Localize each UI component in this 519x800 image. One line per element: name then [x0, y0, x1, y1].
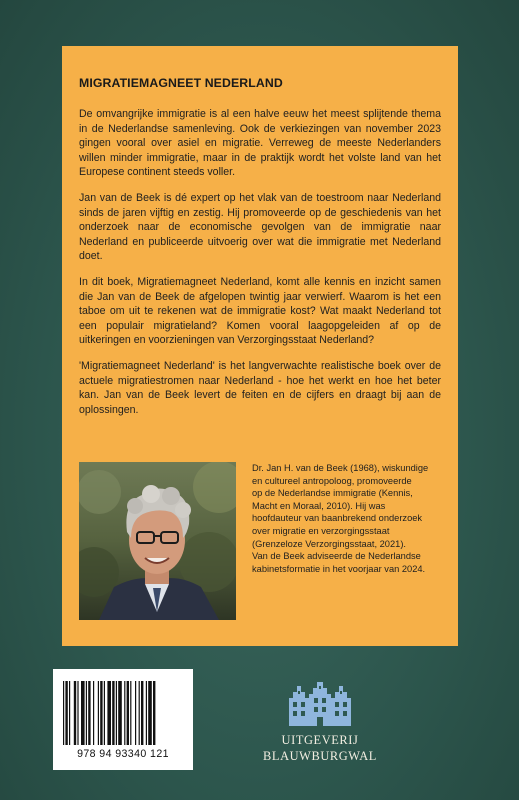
barcode-bar	[135, 681, 136, 745]
canal-houses-icon	[287, 680, 353, 726]
blurb-paragraph-2: Jan van de Beek is dé expert op het vlak van de toestroom naar Nederland sinds de jaren vijftig en zestig. Hij promoveerde op de geschiedenis van het onderzoek naar de economische gevolgen van de immigratie naar Nederland en publiceerde uitvoerig over wat die immigratie met Nederland doet.	[79, 191, 441, 263]
barcode-bar	[65, 681, 67, 745]
author-bio-line: Macht en Moraal, 2010). Hij was	[252, 500, 386, 511]
author-section	[79, 462, 441, 622]
barcode-bar	[88, 681, 90, 745]
author-bio-line: en cultureel antropoloog, promoveerde	[252, 475, 412, 486]
author-bio-line: op de Nederlandse immigratie (Kennis,	[252, 488, 413, 499]
barcode-bar	[107, 681, 111, 745]
barcode-bar	[69, 681, 70, 745]
barcode-bar	[112, 681, 114, 745]
book-title: MIGRATIEMAGNEET NEDERLAND	[79, 76, 283, 90]
author-bio-line: (Grenzeloze Verzorgingsstaat, 2021).	[252, 538, 406, 549]
barcode-bar	[86, 681, 87, 745]
barcode-bar	[118, 681, 122, 745]
barcode-bar	[139, 681, 140, 745]
blurb-paragraph-1: De omvangrijke immigratie is al een halve eeuw het meest splijtende thema in de Nederlandse samenleving. Ook de verkiezingen van november 2023 gingen vooral over asiel en migratie. Verreweg de meeste Nederlanders willen minder immigratie, maar in de praktijk wordt het volste land van het Europese continent steeds voller.	[79, 108, 441, 179]
barcode-bar	[153, 681, 155, 745]
barcode-bar	[93, 681, 94, 745]
barcode-bars	[63, 681, 183, 745]
barcode-bar	[98, 681, 99, 745]
publisher-logo	[250, 680, 390, 775]
barcode-bar	[130, 681, 131, 745]
author-bio-line: over migratie en verzorgingsstaat	[252, 525, 390, 536]
publisher-name-line1: UITGEVERIJ	[281, 733, 359, 747]
barcode-bar	[100, 681, 102, 745]
author-photo	[79, 462, 236, 620]
barcode-bar	[116, 681, 117, 745]
back-cover-panel	[62, 46, 458, 646]
blurb-paragraph-4: 'Migratiemagneet Nederland' is het langverwachte realistische boek over de actuele migratiestromen naar Nederland - hoe het werkt en hoe het beter kan. Jan van de Beek levert de feiten en de cijfers en draagt bij aan de oplossingen.	[79, 359, 441, 416]
barcode-bar	[77, 681, 78, 745]
barcode-bar	[146, 681, 147, 745]
barcode-bar	[127, 681, 129, 745]
author-bio-line: Dr. Jan H. van de Beek (1968), wiskundige	[252, 463, 429, 473]
author-bio-line: kabinetsformatie in het voorjaar van 2024.	[252, 563, 426, 574]
author-bio	[252, 462, 442, 575]
isbn-number: 978 94 93340 121	[77, 748, 169, 760]
publisher-name-line2: BLAUWBURGWAL	[263, 749, 377, 763]
barcode-bar	[141, 681, 143, 745]
barcode-bar	[81, 681, 85, 745]
barcode-bar	[74, 681, 76, 745]
barcode-bar	[63, 681, 64, 745]
barcode-bar	[148, 681, 152, 745]
blurb-paragraph-3: In dit boek, Migratiemagneet Nederland, komt alle kennis en inzicht samen die Jan van de Beek de afgelopen twintig jaar verwierf. Waarom is het een taboe om uit te rekenen wat de immigratie kost? Wat maakt Nederland tot een populair migratieland? Komen vooral laagopgeleiden af op de uitkeringen en voorzieningen van Verzorgingsstaat Nederland?	[79, 275, 441, 347]
author-portrait-illustration	[79, 462, 236, 620]
author-bio-line: Van de Beek adviseerde de Nederlandse	[252, 551, 421, 562]
author-bio-line: hoofdauteur van baanbrekend onderzoek	[252, 513, 423, 524]
barcode-bar	[124, 681, 125, 745]
barcode-bar	[104, 681, 105, 745]
isbn-barcode	[53, 669, 193, 770]
